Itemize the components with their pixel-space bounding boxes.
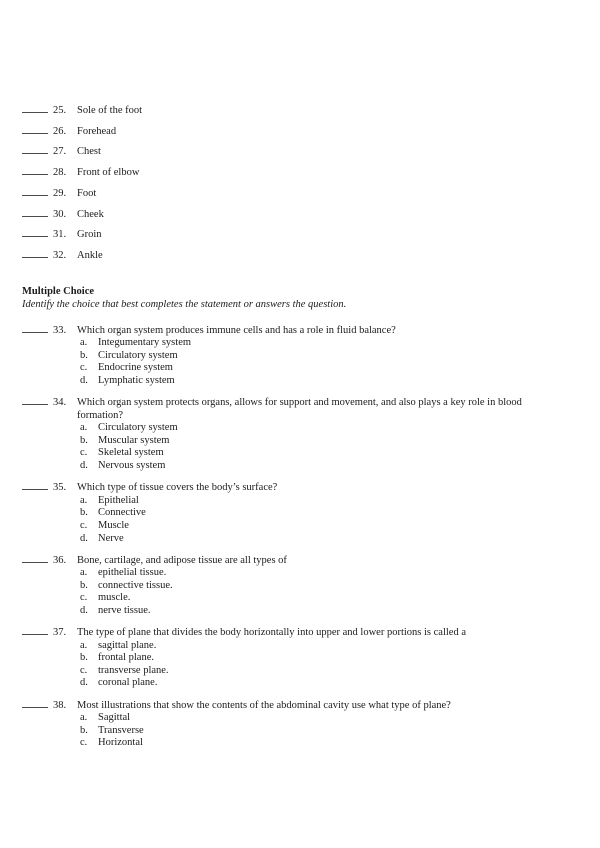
matching-list — [22, 101, 544, 267]
question-37 — [22, 627, 544, 690]
item-text: Sole of the foot — [77, 105, 143, 116]
option-a — [77, 337, 544, 350]
option-text: Nerve — [98, 532, 124, 544]
option-a — [77, 422, 544, 435]
question-body — [77, 482, 544, 545]
item-number: 29. — [53, 187, 67, 199]
question-number: 37. — [53, 627, 67, 639]
question-body — [77, 555, 544, 618]
question-number: 34. — [53, 397, 67, 409]
option-text: Epithelial — [98, 494, 139, 506]
option-d — [77, 460, 544, 473]
option-d — [77, 605, 544, 618]
answer-blank — [22, 111, 48, 113]
option-b — [77, 435, 544, 448]
item-number: 25. — [53, 105, 67, 116]
option-text: Lymphatic system — [98, 375, 175, 386]
question-number: 33. — [53, 324, 67, 336]
item-number: 32. — [53, 249, 67, 261]
option-b — [77, 580, 544, 593]
question-body — [77, 627, 544, 690]
answer-blank — [22, 235, 48, 237]
option-c — [77, 362, 544, 375]
option-letter: a. — [80, 567, 88, 579]
option-text: nerve tissue. — [98, 605, 151, 616]
option-text: sagittal plane. — [98, 639, 157, 651]
option-letter: b. — [80, 434, 88, 446]
matching-item-27 — [22, 142, 544, 163]
question-text: Which organ system protects organs, allows for support and movement, and also plays a key role in blood formation? — [77, 397, 522, 421]
answer-blank — [22, 152, 48, 154]
option-letter: c. — [80, 362, 88, 374]
question-38 — [22, 700, 544, 750]
option-text: Muscle — [98, 519, 129, 531]
option-letter: d. — [80, 677, 88, 689]
option-d — [77, 375, 544, 388]
option-text: Circulatory system — [98, 422, 178, 434]
question-body — [77, 700, 544, 750]
option-letter: c. — [80, 519, 88, 531]
item-text: Groin — [77, 229, 102, 241]
answer-blank — [22, 256, 48, 258]
section-title: Multiple Choice — [22, 285, 95, 297]
question-number: 38. — [53, 699, 67, 711]
question-body — [77, 325, 544, 388]
option-b — [77, 725, 544, 738]
option-text: Sagittal — [98, 712, 131, 724]
matching-item-29 — [22, 184, 544, 205]
item-text: Cheek — [77, 208, 104, 220]
option-letter: d. — [80, 375, 88, 386]
matching-item-31 — [22, 225, 544, 246]
option-letter: b. — [80, 349, 88, 361]
question-36 — [22, 555, 544, 618]
option-c — [77, 520, 544, 533]
option-letter: d. — [80, 532, 88, 544]
answer-blank — [22, 488, 48, 490]
option-c — [77, 665, 544, 678]
answer-blank — [22, 561, 48, 563]
item-text: Foot — [77, 187, 97, 199]
option-text: Transverse — [98, 724, 144, 736]
item-text: Front of elbow — [77, 167, 140, 179]
matching-item-32 — [22, 246, 544, 267]
option-b — [77, 507, 544, 520]
option-text: Horizontal — [98, 737, 143, 749]
matching-item-28 — [22, 163, 544, 184]
option-d — [77, 677, 544, 690]
option-text: Skeletal system — [98, 447, 164, 459]
question-number: 36. — [53, 554, 67, 566]
item-number: 26. — [53, 125, 67, 137]
question-text: Which type of tissue covers the body’s surface? — [77, 482, 278, 494]
option-letter: b. — [80, 724, 88, 736]
item-number: 27. — [53, 146, 67, 158]
option-text: transverse plane. — [98, 664, 169, 676]
answer-blank — [22, 173, 48, 175]
matching-item-25 — [22, 101, 544, 122]
question-text: Which organ system produces immune cells and has a role in fluid balance? — [77, 324, 396, 336]
option-letter: d. — [80, 605, 88, 616]
answer-blank — [22, 706, 48, 708]
option-c — [77, 447, 544, 460]
option-letter: a. — [80, 422, 88, 434]
option-letter: a. — [80, 639, 88, 651]
option-letter: c. — [80, 592, 88, 604]
option-letter: c. — [80, 447, 88, 459]
option-letter: a. — [80, 712, 88, 724]
option-text: Connective — [98, 507, 146, 519]
question-33 — [22, 325, 544, 388]
answer-blank — [22, 331, 48, 333]
option-text: connective tissue. — [98, 579, 173, 591]
option-b — [77, 652, 544, 665]
option-text: coronal plane. — [98, 677, 158, 689]
item-number: 28. — [53, 167, 67, 179]
answer-blank — [22, 194, 48, 196]
option-letter: b. — [80, 507, 88, 519]
option-text: Muscular system — [98, 434, 170, 446]
option-c — [77, 737, 544, 750]
option-letter: b. — [80, 652, 88, 664]
question-text: Bone, cartilage, and adipose tissue are all types of — [77, 554, 287, 566]
question-text: Most illustrations that show the contents of the abdominal cavity use what type of plane? — [77, 699, 451, 711]
option-text: epithelial tissue. — [98, 567, 167, 579]
option-a — [77, 712, 544, 725]
section-instruction: Identify the choice that best completes the statement or answers the question. — [22, 298, 347, 310]
matching-item-30 — [22, 205, 544, 226]
option-letter: c. — [80, 737, 88, 749]
option-c — [77, 592, 544, 605]
option-letter: a. — [80, 494, 88, 506]
option-letter: c. — [80, 664, 88, 676]
item-text: Forehead — [77, 125, 117, 137]
item-number: 30. — [53, 208, 67, 220]
option-text: Endocrine system — [98, 362, 173, 374]
question-35 — [22, 482, 544, 545]
item-number: 31. — [53, 229, 67, 241]
section-header — [22, 285, 544, 311]
question-list — [22, 325, 544, 750]
question-text: The type of plane that divides the body horizontally into upper and lower portions is called a — [77, 627, 466, 639]
option-text: frontal plane. — [98, 652, 154, 664]
item-text: Ankle — [77, 249, 103, 261]
question-34 — [22, 397, 544, 473]
option-text: Integumentary system — [98, 337, 192, 349]
option-b — [77, 350, 544, 363]
matching-item-26 — [22, 122, 544, 143]
option-letter: b. — [80, 579, 88, 591]
option-letter: d. — [80, 460, 88, 472]
option-letter: a. — [80, 337, 88, 349]
option-a — [77, 495, 544, 508]
answer-blank — [22, 633, 48, 635]
option-text: Nervous system — [98, 460, 166, 472]
option-text: muscle. — [98, 592, 131, 604]
answer-blank — [22, 132, 48, 134]
option-a — [77, 567, 544, 580]
question-number: 35. — [53, 482, 67, 494]
option-a — [77, 640, 544, 653]
option-d — [77, 533, 544, 546]
answer-blank — [22, 403, 48, 405]
item-text: Chest — [77, 146, 101, 158]
option-text: Circulatory system — [98, 349, 178, 361]
answer-blank — [22, 215, 48, 217]
question-body — [77, 397, 544, 473]
